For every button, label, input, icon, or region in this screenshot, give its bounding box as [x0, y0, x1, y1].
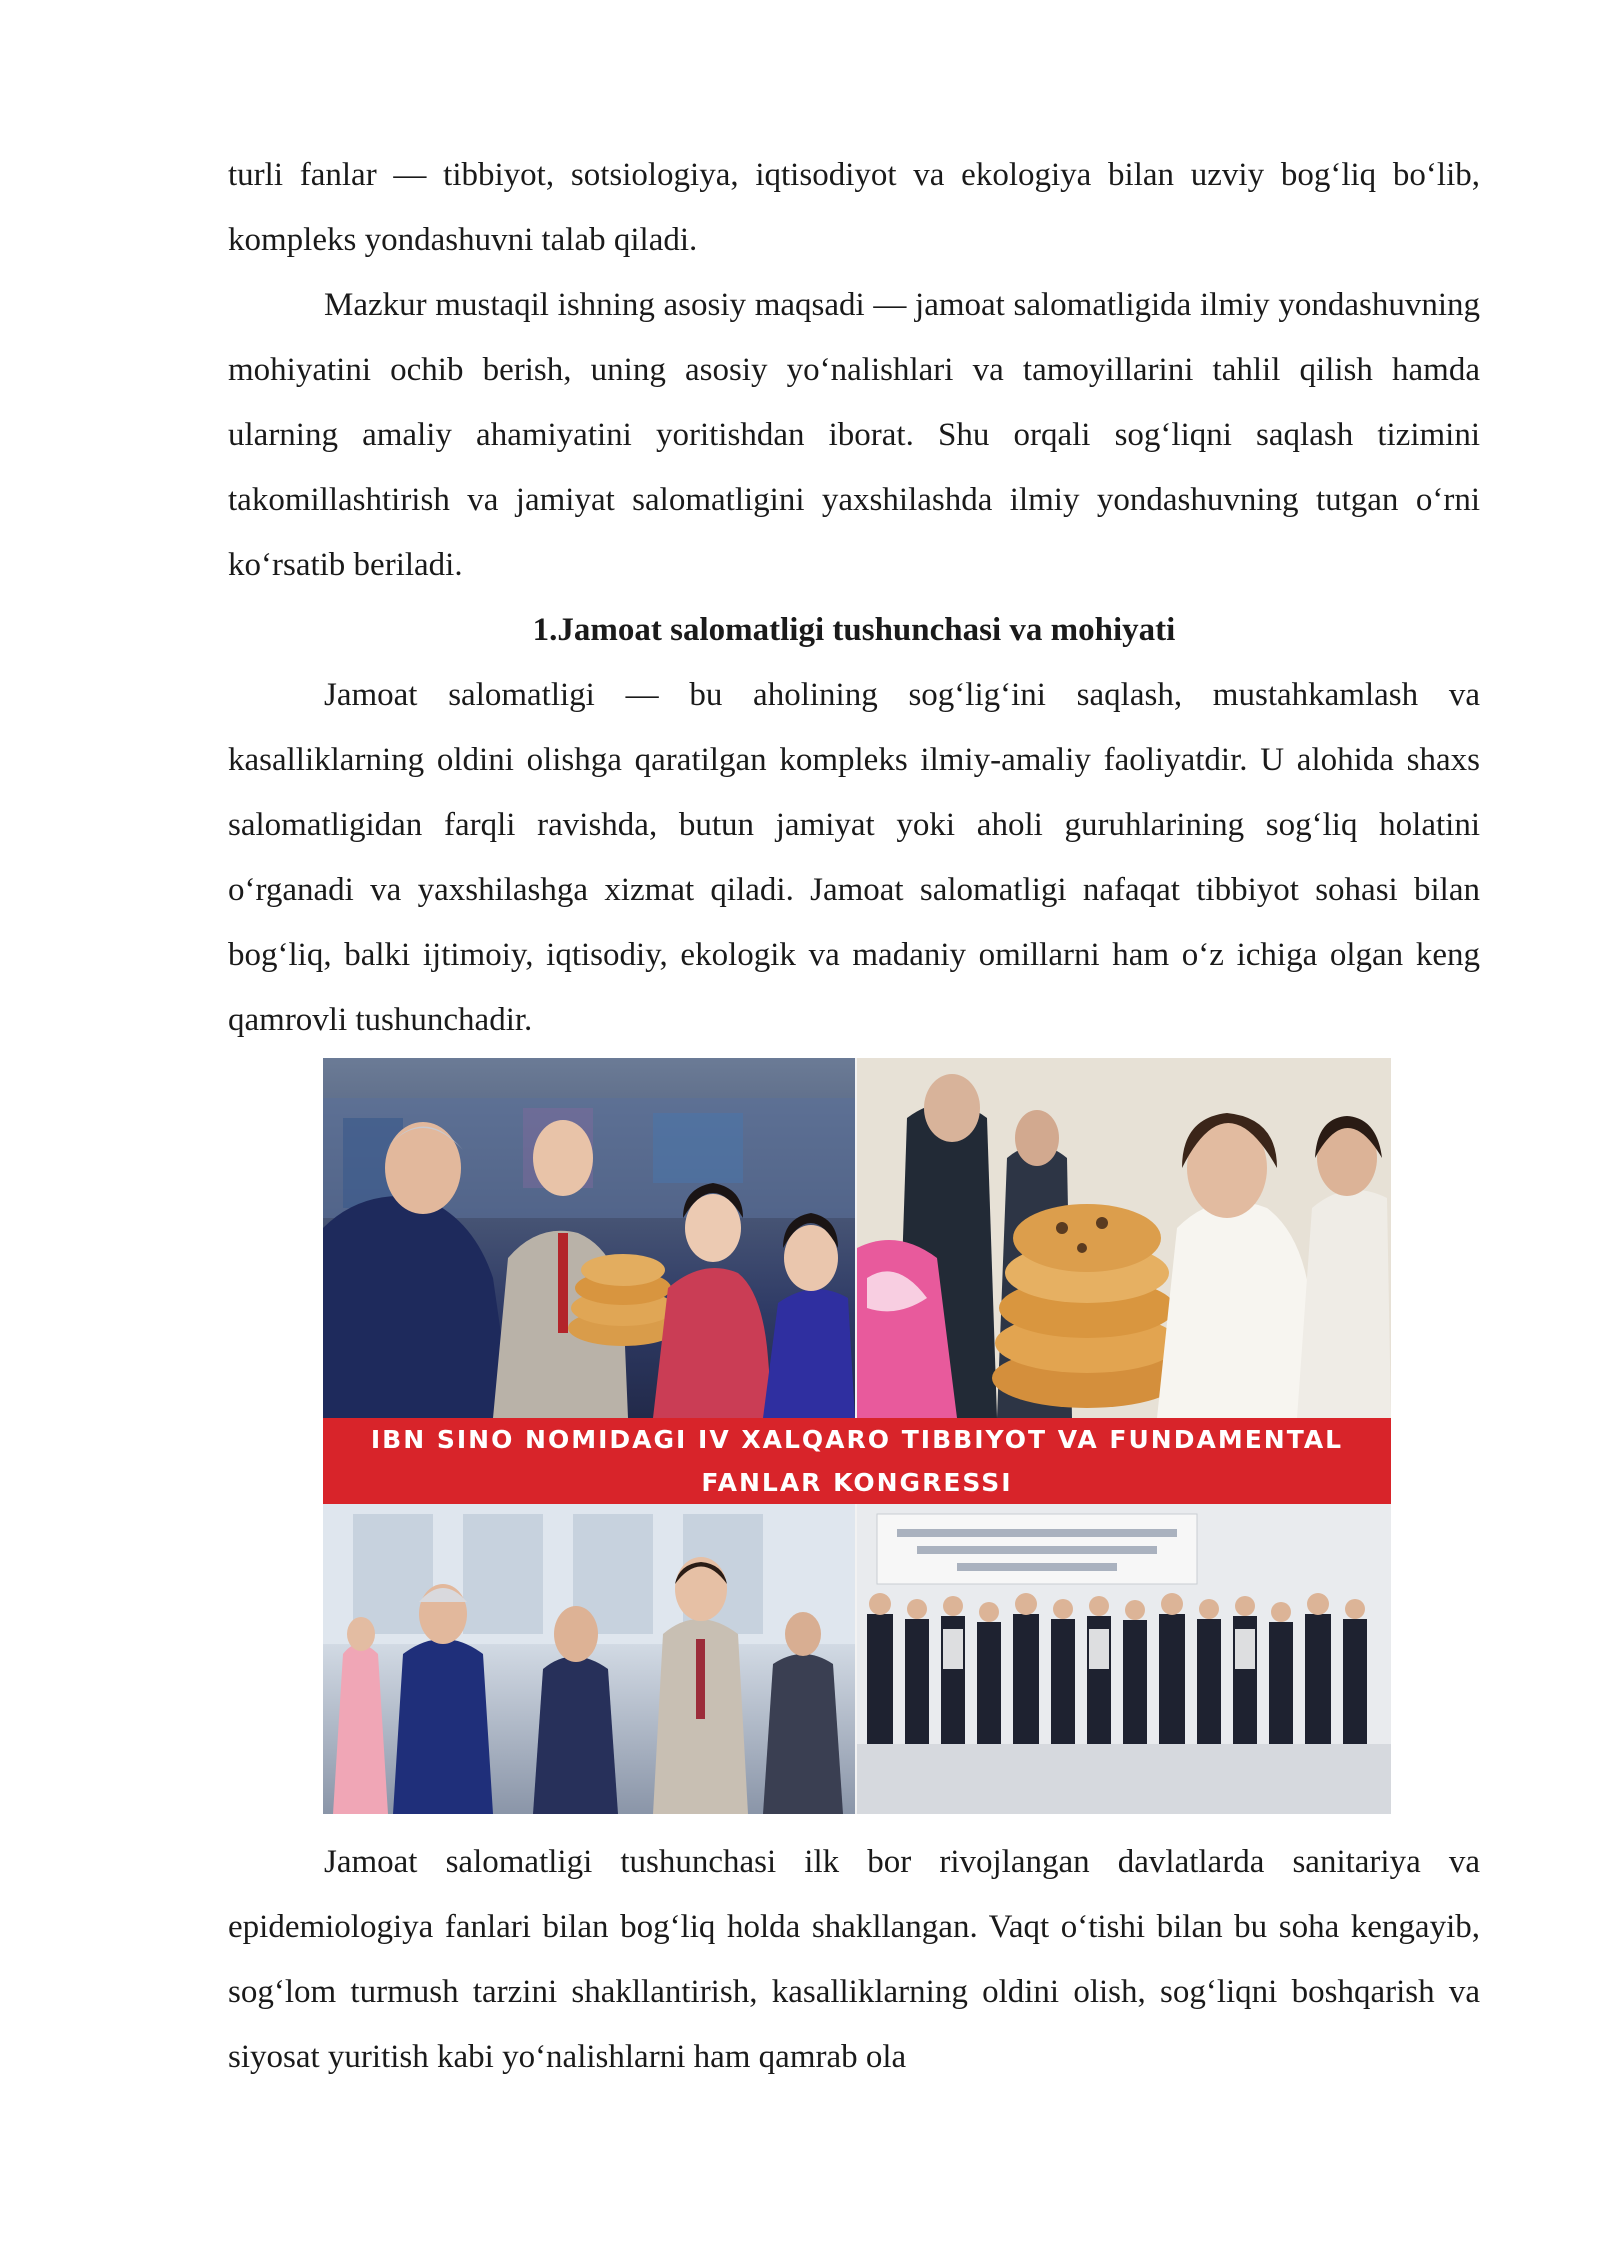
text-block-top — [228, 143, 1480, 1053]
banner-line-1: IBN SINO NOMIDAGI IV XALQARO TIBBIYOT VA FUNDAMENTAL — [370, 1425, 1344, 1454]
section-heading: 1.Jamoat salomatligi tushunchasi va mohiyati — [532, 612, 1176, 648]
text-block-bottom — [228, 1830, 1480, 2090]
photo-guests-greeting — [323, 1058, 855, 1418]
banner-line-2: FANLAR KONGRESSI — [701, 1468, 1013, 1497]
paragraph-continuation: turli fanlar — tibbiyot, sotsiologiya, iqtisodiyot va ekologiya bilan uzviy bog‘liq bo‘lib, kompleks yondashuvni talab qiladi. — [228, 157, 1480, 258]
congress-banner — [323, 1418, 1391, 1504]
paragraph-definition: Jamoat salomatligi — bu aholining sog‘lig‘ini saqlash, mustahkamlash va kasalliklarning oldini olishga qaratilgan kompleks ilmiy-amaliy faoliyatdir. U alohida shaxs salomatligidan farqli ravishda, butun jamiyat yoki aholi guruhlarining sog‘liq holatini o‘rganadi va yaxshilashga xizmat qiladi. Jamoat salomatligi nafaqat tibbiyot sohasi bilan bog‘liq, balki ijtimoiy, iqtisodiy, ekologik va madaniy omillarni ham o‘z ichiga olgan keng qamrovli tushunchadir. — [228, 677, 1480, 1038]
paragraph-history: Jamoat salomatligi tushunchasi ilk bor rivojlangan davlatlarda sanitariya va epidemiologiya fanlari bilan bog‘liq holda shakllangan. Vaqt o‘tishi bilan bu soha kengayib, sog‘lom turmush tarzini shakllantirish, kasalliklarning oldini olish, sog‘liqni boshqarish va siyosat yuritish kabi yo‘nalishlarni ham qamrab ola — [228, 1844, 1480, 2075]
photo-group — [857, 1504, 1391, 1814]
photo-bread-offering — [857, 1058, 1391, 1418]
paragraph-aim: Mazkur mustaqil ishning asosiy maqsadi — jamoat salomatligida ilmiy yondashuvning mohiyatini ochib berish, uning asosiy yo‘nalishlari va tamoyillarini tahlil qilish hamda ularning amaliy ahamiyatini yoritishdan iborat. Shu orqali sog‘liqni saqlash tizimini takomillashtirish va jamiyat salomatligini yaxshilashda ilmiy yondashuvning tutgan o‘rni ko‘rsatib beriladi. — [228, 287, 1480, 583]
photo-delegation-walking — [323, 1504, 855, 1814]
photo-collage — [323, 1058, 1391, 1814]
